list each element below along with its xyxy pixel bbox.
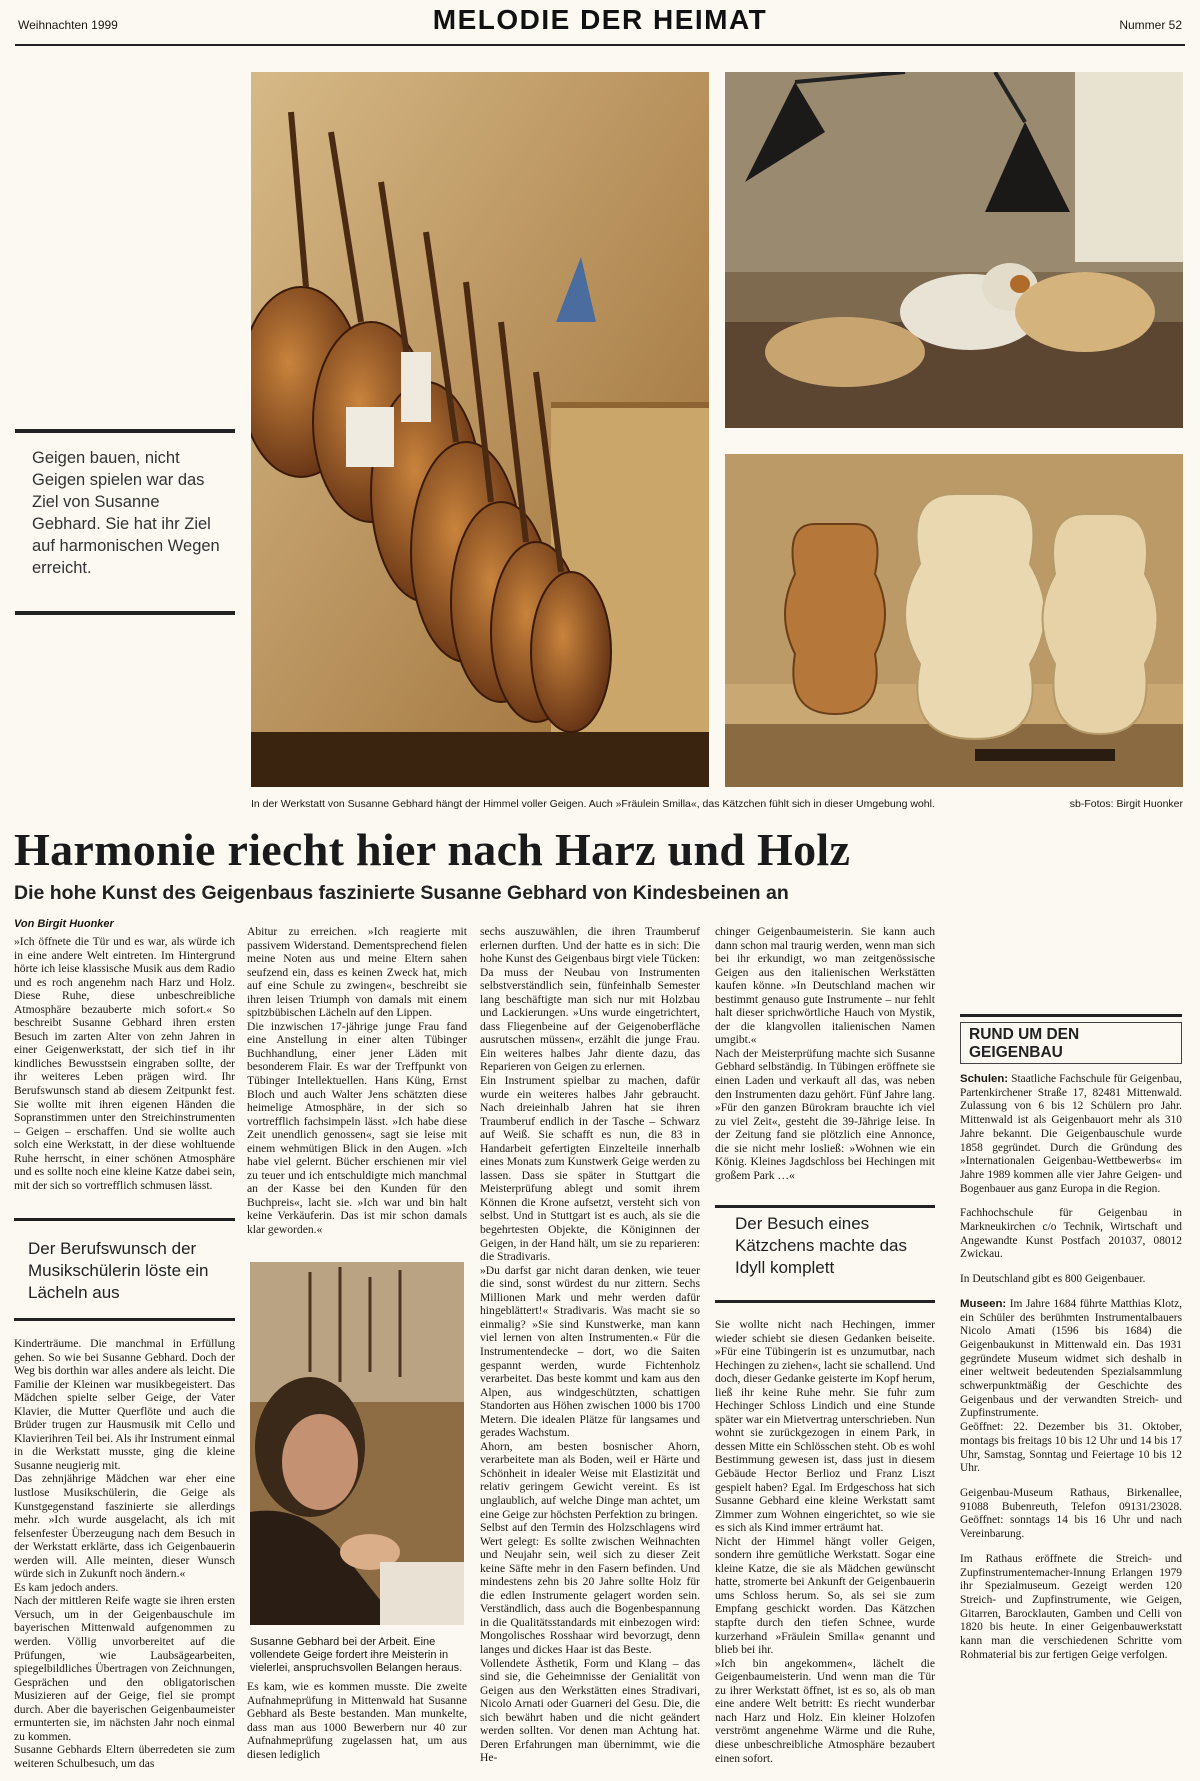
- infobox-schools-text: Staatliche Fachschule für Geigenbau, Partenkirchener Straße 17, 82481 Mittenwald. Zulassung von 6 bis 12 Schülern pro Jahr. Mittenwald ist als Geigenbauort mehr als 310 Jahre bekannt. Die Geigenbauschule wurde 1858 gegründet. Durch die Gründung des »Internationalen Geigenbau-Wettbewerbs« im Jahre 1989 kommen alle vier Jahre Geigen- und Bogenbauer aus ganz Europa in die Region.: [960, 1073, 1182, 1195]
- masthead-issue: Nummer 52: [1119, 18, 1182, 32]
- intro-rule-bottom: [15, 611, 235, 615]
- infobox-museums-label: Museen:: [960, 1297, 1007, 1310]
- photo-credit: sb-Fotos: Birgit Huonker: [1069, 798, 1183, 810]
- col4-top-text: chinger Geigenbaumeisterin. Sie kann auch dann schon mal traurig werden, wenn man sich bei ihr erkundigt, wo man zeitgenössische Geigen aus den italienischen Werkstätten kaufen könne. »In Deutschland machen wir bestimmt genauso gute Instrumente – nur fehlt halt dieser sprichwörtliche Hauch von Mystik, der die klangvollen italienischen Namen umgibt.« Nach der Meisterprüfung machte sich Susanne Gebhard selbständig. In Tübingen eröffnete sie einen Laden und verkauft all das, was neben den Instrumenten dazu gehört. Fünf Jahre lang. »Für den ganzen Bürokram brauchte ich viel zu viel Zeit«, gesteht die 39-Jährige leise. In der Zeitung fand sie plötzlich eine Annonce, die sie nicht mehr losließ: »Wohnen wie ein König. Kleines Jagdschloss bei Hechingen mit großem Park …«: [715, 925, 935, 1182]
- headline: Harmonie riecht hier nach Harz und Holz: [14, 824, 851, 875]
- infobox-erlangen: Im Rathaus eröffnete die Streich- und Zupfinstrumentemacher-Innung Erlangen 1979 ihr Spezialmuseum. Gezeigt werden 120 Streich- und Zupfinstrumente, wie Geigen, Gitarren, Barocklauten, Gamben und Celli von 1820 bis heute. In einer Geigenbauwerkstatt kann man die verschiedenen Schritte vom Rohmaterial bis zur fertigen Geige verfolgen.: [960, 1552, 1182, 1661]
- sub2-rule-bottom: [715, 1300, 935, 1303]
- infobox-title: [960, 1022, 1182, 1064]
- intro-text: Geigen bauen, nicht Geigen spielen war das Ziel von Susanne Gebhard. Sie hat ihr Ziel auf harmonischen Wegen erreicht.: [32, 449, 220, 577]
- violins-photo: [251, 72, 709, 787]
- intro-rule-top: [15, 429, 235, 433]
- infobox-museums-text: Im Jahre 1684 führte Matthias Klotz, ein Schüler des berühmten Instrumentalbauers Nicolo Amati (1596 bis 1684) die Geigenbaukunst in Mittenwald ein. Das 1931 gegründete Museum widmet sich deshalb in einer weltweit bedeutenden Spezialsammlung schwerpunktmäßig der Geschichte des Geigenbaus und der verwandten Streich- und Zupfinstrumente. Geöffnet: 22. Dezember bis 31. Oktober, montags bis freitags 10 bis 12 Uhr und 14 bis 17 Uhr, Samstag, Sonntag und Feiertage 10 bis 12 Uhr.: [960, 1297, 1182, 1475]
- infobox-title-text: RUND UM DEN GEIGENBAU: [969, 1026, 1080, 1061]
- infobox-bubenreuth: Geigenbau-Museum Rathaus, Birkenallee, 91088 Bubenreuth, Telefon 09131/23028. Geöffnet: sonntags 14 bis 16 Uhr und nach Vereinbarung.: [960, 1486, 1182, 1541]
- col4-bottom-text: Sie wollte nicht nach Hechingen, immer wieder schiebt sie diesen Gedanken beiseite. »Für eine Tübingerin ist es unzumutbar, nach Hechingen zu ziehen«, lacht sie schallend. Und doch, dieser Gedanke geisterte im Kopf herum, ließ ihr keine Ruhe mehr. Sie fuhr zum Hechinger Schloss Lindich und eine Stunde später war ein Mietvertrag unterschrieben. Nun wohnt sie zurückgezogen in einem Park, in dessen Mitte ein Schlösschen steht. Ob es wohl Bestimmung gewesen ist, dass just in diesem Gebäude Hector Berlioz und Franz Liszt gespielt haben? Egal. Im Erdgeschoss hat sich Susanne Gebhard eine kleine Werkstatt samt Zimmer zum Wohnen eingerichtet, so wie sie es sich als Kind immer erträumt hat. Nicht der Himmel hängt voller Geigen, sondern ihre gemütliche Werkstatt. Sogar eine kleine Katze, die sie als Mädchen gewünscht hatte, stromerte bei Ankunft der Geigenbauerin ums Schloss herum. So, als sei sie zum Empfang geschickt worden. Das Kätzchen stapfte durch den tiefen Schnee, wurde kurzerhand »Fräulein Smilla« genannt und blieb bei ihr. »Ich bin angekommen«, lächelt die Geigenbaumeisterin. Und wenn man die Tür zu ihrer Werkstatt öffnet, ist es so, als ob man eine andere Welt betritt: Es riecht wunderbar nach Harz und Holz. Ein kleiner Holzofen verströmt angenehme Wärme und die Ruhe, diese unbeschreibliche Atmosphäre bezaubert einen sofort.: [715, 1318, 935, 1765]
- workshop-portrait-photo: [250, 1262, 464, 1625]
- masthead-title: MELODIE DER HEIMAT: [432, 4, 768, 35]
- subhead-kaetzchen: Der Besuch eines Kätzchens machte das Idyll komplett: [735, 1214, 907, 1277]
- col1-bottom-text: Kinderträume. Die manchmal in Erfüllung gehen. So wie bei Susanne Gebhard. Doch der Weg bis dorthin war alles andere als leicht. Die Familie der Kleinen war musikbegeistert. Das Mädchen spielte selber Geige, der Vater Klavier, die Mutter Querflöte und auch die Brüder trugen zur Hausmusik mit Cello und Klavierihren Teil bei. Als ihr Instrument einmal in die Werkstatt musste, ging die kleine Susanne neugierig mit. Das zehnjährige Mädchen war eher eine lustlose Musikschülerin, die Geige als Kunstgegenstand faszinierte sie allerdings mehr. »Ich wurde ausgelacht, als ich mit felsenfester Überzeugung nach dem Besuch in der Werkstatt erklärte, dass ich Geigenbauerin werden will. Alle meinten, dieser Wunsch würde sich in Zukunft noch ändern.« Es kam jedoch anders. Nach der mittleren Reife wagte sie ihren ersten Versuch, um in der Geigenbauschule im bayerischen Mittenwald aufgenommen zu werden. Völlig unvorbereitet auf die Prüfungen, wie Laubsägearbeiten, spiegelbildliches Übertragen von Zeichnungen, Gesprächen und den obligatorischen Musizieren auf der Geige, fiel sie prompt durch. Aber die bayerischen Geigenbaumeister ermunterten sie, im nächsten Jahr noch einmal zu kommen. Susanne Gebhards Eltern überredeten sie zum weiteren Schulbesuch, um das: [14, 1337, 235, 1770]
- col3-text: sechs auszuwählen, die ihren Traumberuf erlernen durften. Und der hatte es in sich: Die hohe Kunst des Geigenbaus birgt viele Tücken: Da muss der Neubau von Instrumenten selbstverständlich sein, fünfeinhalb Semester lang beschäftigte man sich nur mit Holzbau und Lackierungen. »Uns wurde eingetrichtert, dass Fliegenbeine auf der Geigenoberfläche ausrutschen müssen«, erzählt die junge Frau. Ein weiteres halbes Jahr diente dazu, das Reparieren von Geigen zu erlernen. Ein Instrument spielbar zu machen, dafür wurde ein weiteres halbes Jahr gebraucht. Nach dreieinhalb Jahren hat sie ihren Traumberuf endlich in der Tasche – Schwarz auf Weiß. Sie schafft es nun, die 83 in Handarbeit gefertigten Einzelteile innerhalb eines Monats zum Kunstwerk Geige werden zu lassen. Dass sie später in Stuttgart die Meisterprüfung ablegt und somit ihrem Können die Krone aufsetzt, versteht sich von selbst. Und in Stuttgart ist es auch, als sie die begehrtesten Objekte, die Königinnen der Geigen, in der Hand hält, um sie zu reparieren: die Stradivaris. »Du darfst gar nicht daran denken, wie teuer die sind, sonst würdest du nur zittern. Sechs Millionen Mark und mehr werden dafür hingeblättert!« Stradivaris. Was macht sie so einmalig? »Sie sind Kunstwerke, man kann viel lernen von alten Instrumenten.« Für die Instrumentendecke – dort, wo die Saiten gespannt werden, wurde Fichtenholz verarbeitet. Das beste kommt und kam aus den Alpen, aus windgeschützten, schattigen Standorten aus Höhen zwischen 1000 bis 1700 Metern. Die idealen Plätze für langsames und gerades Wachstum. Ahorn, am besten bosnischer Ahorn, verarbeitete man als Boden, weil er Härte und Schönheit in idealer Weise mit Elastizität und relativ geringem Gewicht vereint. Es ist unglaublich, auf welche Dinge man achtet, um eine Geige zur höchsten Perfektion zu bringen. Selbst auf den Termin des Holzschlagens wird Wert gelegt: Es sollte zwischen Weihnachten und Neujahr sein, weil sich zu dieser Zeit keine Säfte mehr in den Fasern befinden. Und mindestens zehn bis 20 Jahre sollte Holz für die edlen Instrumente gelagert worden sein. Verständlich, dass auch die Bogenbespannung in die Qualitätsstandards mit einbezogen wird: Mongolisches Rosshaar wird bevorzugt, denn langes und dickes Haar ist das Beste. Vollendete Ästhetik, Form und Klang – das sind sie, die Geheimnisse der Genialität von Geigen aus den Werkstätten eines Stradivari, Nicolo Arnati oder Guarneri del Gesu. Die, die sich bewährt haben und die nicht geändert werden sollten. Vor denen man Achtung hat. Deren Erfahrungen man übernimmt, wie die He-: [480, 925, 700, 1765]
- byline: Von Birgit Huonker: [14, 918, 114, 930]
- sub2-rule-top: [715, 1205, 935, 1208]
- infobox-markneukirchen: Fachhochschule für Geigenbau in Markneukirchen c/o Technik, Wirtschaft und Angewandte Kunst Postfach 201037, 08012 Zwickau.: [960, 1207, 1182, 1261]
- photo-caption: In der Werkstatt von Susanne Gebhard hängt der Himmel voller Geigen. Auch »Fräulein Smilla«, das Kätzchen fühlt sich in dieser Umgebung wohl.: [251, 798, 935, 810]
- photo2-caption: Susanne Gebhard bei der Arbeit. Eine vollendete Geige fordert ihre Meisterin in vielerlei, anspruchsvollen Belangen heraus.: [250, 1636, 463, 1675]
- col2-bottom-text: Es kam, wie es kommen musste. Die zweite Aufnahmeprüfung in Mittenwald hat Susanne Gebhard als Beste bestanden. Man munkelte, dass man aus 1000 Bewerbern nur 40 zur Aufnahmeprüfung zugelassen hat, um aus diesen lediglich: [247, 1680, 467, 1761]
- infobox-rule-top: [960, 1014, 1182, 1017]
- subheadline: Die hohe Kunst des Geigenbaus faszinierte Susanne Gebhard von Kindesbeinen an: [14, 882, 789, 904]
- sub1-rule-bottom: [14, 1318, 235, 1321]
- col1-top-text: »Ich öffnete die Tür und es war, als würde ich in eine andere Welt eintreten. Im Hintergrund hörte ich leise klassische Musik aus dem Radio und es roch angenehm nach Harz und Holz. Diese Ruhe, diese unbeschreibliche Atmosphäre bezauberte mich sofort.« So beschreibt Susanne Gebhard ihren ersten Besuch im zarten Alter von zehn Jahren in einer Geigenwerkstatt, der sich tief in ihr kindliches Bewusstsein eingraben sollte, der ihr weiteres Leben prägen wird. Ihr Berufswunsch stand ab diesem Zeitpunkt fest. Sie wollte mit ihren eigenen Händen die Sopranstimmen unter den Streichinstrumenten – Geigen – erschaffen. Und sie wollte auch solch eine Werkstatt, in der diese wohltuende Ruhe herrscht, in einer schönen Atmosphäre und es sollte noch eine kleine Katze dabei sein, mit der sich so vortrefflich schmusen lässt.: [14, 935, 235, 1192]
- cat-photo: [725, 72, 1183, 428]
- infobox-count: In Deutschland gibt es 800 Geigenbauer.: [960, 1273, 1146, 1286]
- subhead-berufswunsch: Der Berufswunsch der Musikschülerin löste ein Lächeln aus: [28, 1239, 209, 1302]
- sub1-rule-top: [14, 1218, 235, 1221]
- masthead-rule: [15, 44, 1185, 46]
- infobox-schools: [960, 1073, 1182, 1196]
- infobox-schools-label: Schulen:: [960, 1073, 1009, 1085]
- infobox-museums: [960, 1298, 1182, 1476]
- col2-top-text: Abitur zu erreichen. »Ich reagierte mit passivem Widerstand. Dementsprechend fielen meine Noten aus und meine Eltern sahen seufzend ein, dass es keinen Zweck hat, mich auf eine Schule zu zwingen«, beschreibt sie ihren leisen Triumph von damals mit einem spitzbübischen Lächeln auf den Lippen. Die inzwischen 17-jährige junge Frau fand eine Anstellung in einer alten Tübinger Buchhandlung, einer jener Läden mit besonderem Flair. Es war der Treffpunkt von Tübinger Intellektuellen. Hans Küng, Ernst Bloch und auch Walter Jens schätzten diese heimelige Atmosphäre, in der sich so vortrefflich fachsimpeln lässt. »Ich habe diese Zeit unendlich genossen«, sagt sie leise mit einem wehmütigen Blick in den Augen. »Ich habe viel gelernt. Bücher erschienen mir viel zu teuer und ich entschuldigte mich manchmal an der Kasse bei den Kunden für den Buchpreis«, lacht sie. »Ich war und bin halt keine Verkäuferin. Das ist mir schon damals klar geworden.«: [247, 925, 467, 1237]
- masthead-date: Weihnachten 1999: [18, 18, 118, 32]
- infobox-body: [960, 1073, 1182, 1773]
- violin-bodies-photo: [725, 454, 1183, 787]
